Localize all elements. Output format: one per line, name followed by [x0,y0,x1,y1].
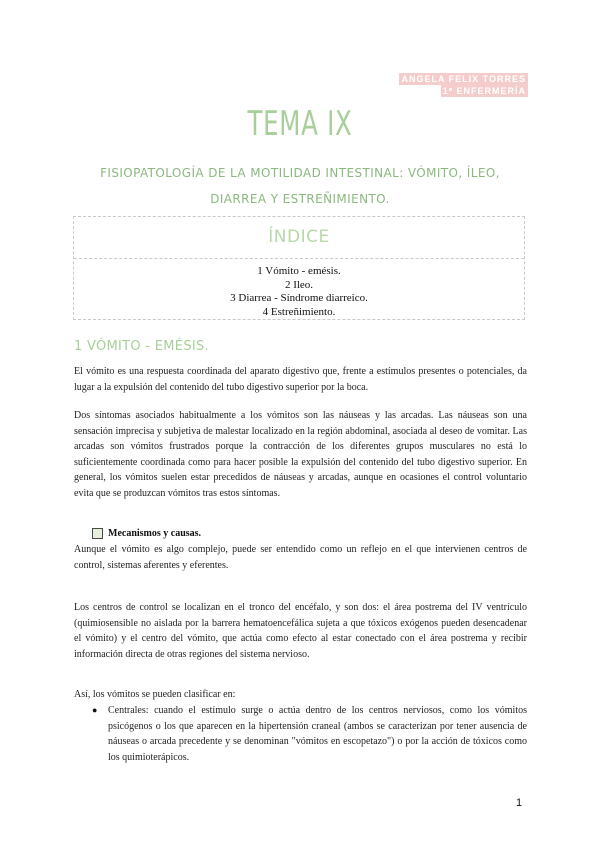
checkbox-icon[interactable] [92,528,103,539]
paragraph-definition: El vómito es una respuesta coordinada del aparato digestivo que, frente a estímulos presentes o potenciales, da lugar a la expulsión del contenido del tubo digestivo superior por la boca. [74,366,527,393]
index-item: 3 Diarrea - Síndrome diarreico. [230,292,368,304]
page-title: TEMA IX [247,104,353,144]
section-heading: 1 VÓMITO - EMÉSIS. [74,339,209,354]
paragraph-mechanism: Aunque el vómito es algo complejo, puede ser entendido como un reflejo en el que intervienen centros de control, sistemas aferentes y eferentes. [74,544,527,571]
index-list [74,259,524,319]
paragraph-classification: Así, los vómitos se pueden clasificar en: [74,689,236,700]
page-number: 1 [516,797,523,809]
bullet-icon: ● [92,705,98,715]
paragraph-symptoms: Dos síntomas asociados habitualmente a los vómitos son las náuseas y las arcadas. Las náuseas son una sensación imprecisa y subjetiva de malestar localizado en la región abdominal, asociada al deseo de vomitar. Las arcadas son vómitos frustrados porque la contracción de los diferentes grupos musculares no está lo suficientemente coordinada como para hacer posible la expulsión del contenido del tubo digestivo superior. En general, los vómitos suelen estar precedidos de náuseas y arcadas, aunque en ocasiones el control voluntario evita que se produzcan vómitos tras estos síntomas. [74,410,527,499]
index-heading: ÍNDICE [74,217,524,259]
index-item: 1 Vómito - emésis. [257,265,341,277]
index-item: 2 Ileo. [284,278,314,291]
author-name: ANGELA FELIX TORRES [401,74,526,84]
paragraph-control-centers: Los centros de control se localizan en el tronco del encéfalo, y son dos: el área postrema del IV ventrículo (quimiosensible no aislada por la barrera hematoencefálica sujeta a que tóxicos exógenos pueden desencadenar el vómito) y el centro del vómito, que actúa como efecto al estar conectado con el área postrema y recibir información directa de otras regiones del sistema nervioso. [74,602,527,660]
author-label [388,73,528,97]
list-item [92,703,527,765]
index-box [73,216,525,320]
checklist-item[interactable] [92,528,201,539]
page-subtitle: FISIOPATOLOGÍA DE LA MOTILIDAD INTESTINAL: VÓMITO, ÍLEO, DIARREA Y ESTREÑIMIENTO. [100,166,500,206]
author-course: 1º ENFERMERÍA [442,86,526,96]
list-item-text: Centrales: cuando el estímulo surge o actúa dentro de los centros nerviosos, como los vómitos psicógenos o los que aparecen en la hipertensión craneal (ambos se caracterizan por tener ausencia de náuseas o arcada precedente y se denominan "vómitos en escopetazo") o por la acción de tóxicos como los quimioterápicos. [108,705,527,763]
checklist-label: Mecanismos y causas. [108,528,202,539]
index-item: 4 Estreñimiento. [262,305,336,318]
